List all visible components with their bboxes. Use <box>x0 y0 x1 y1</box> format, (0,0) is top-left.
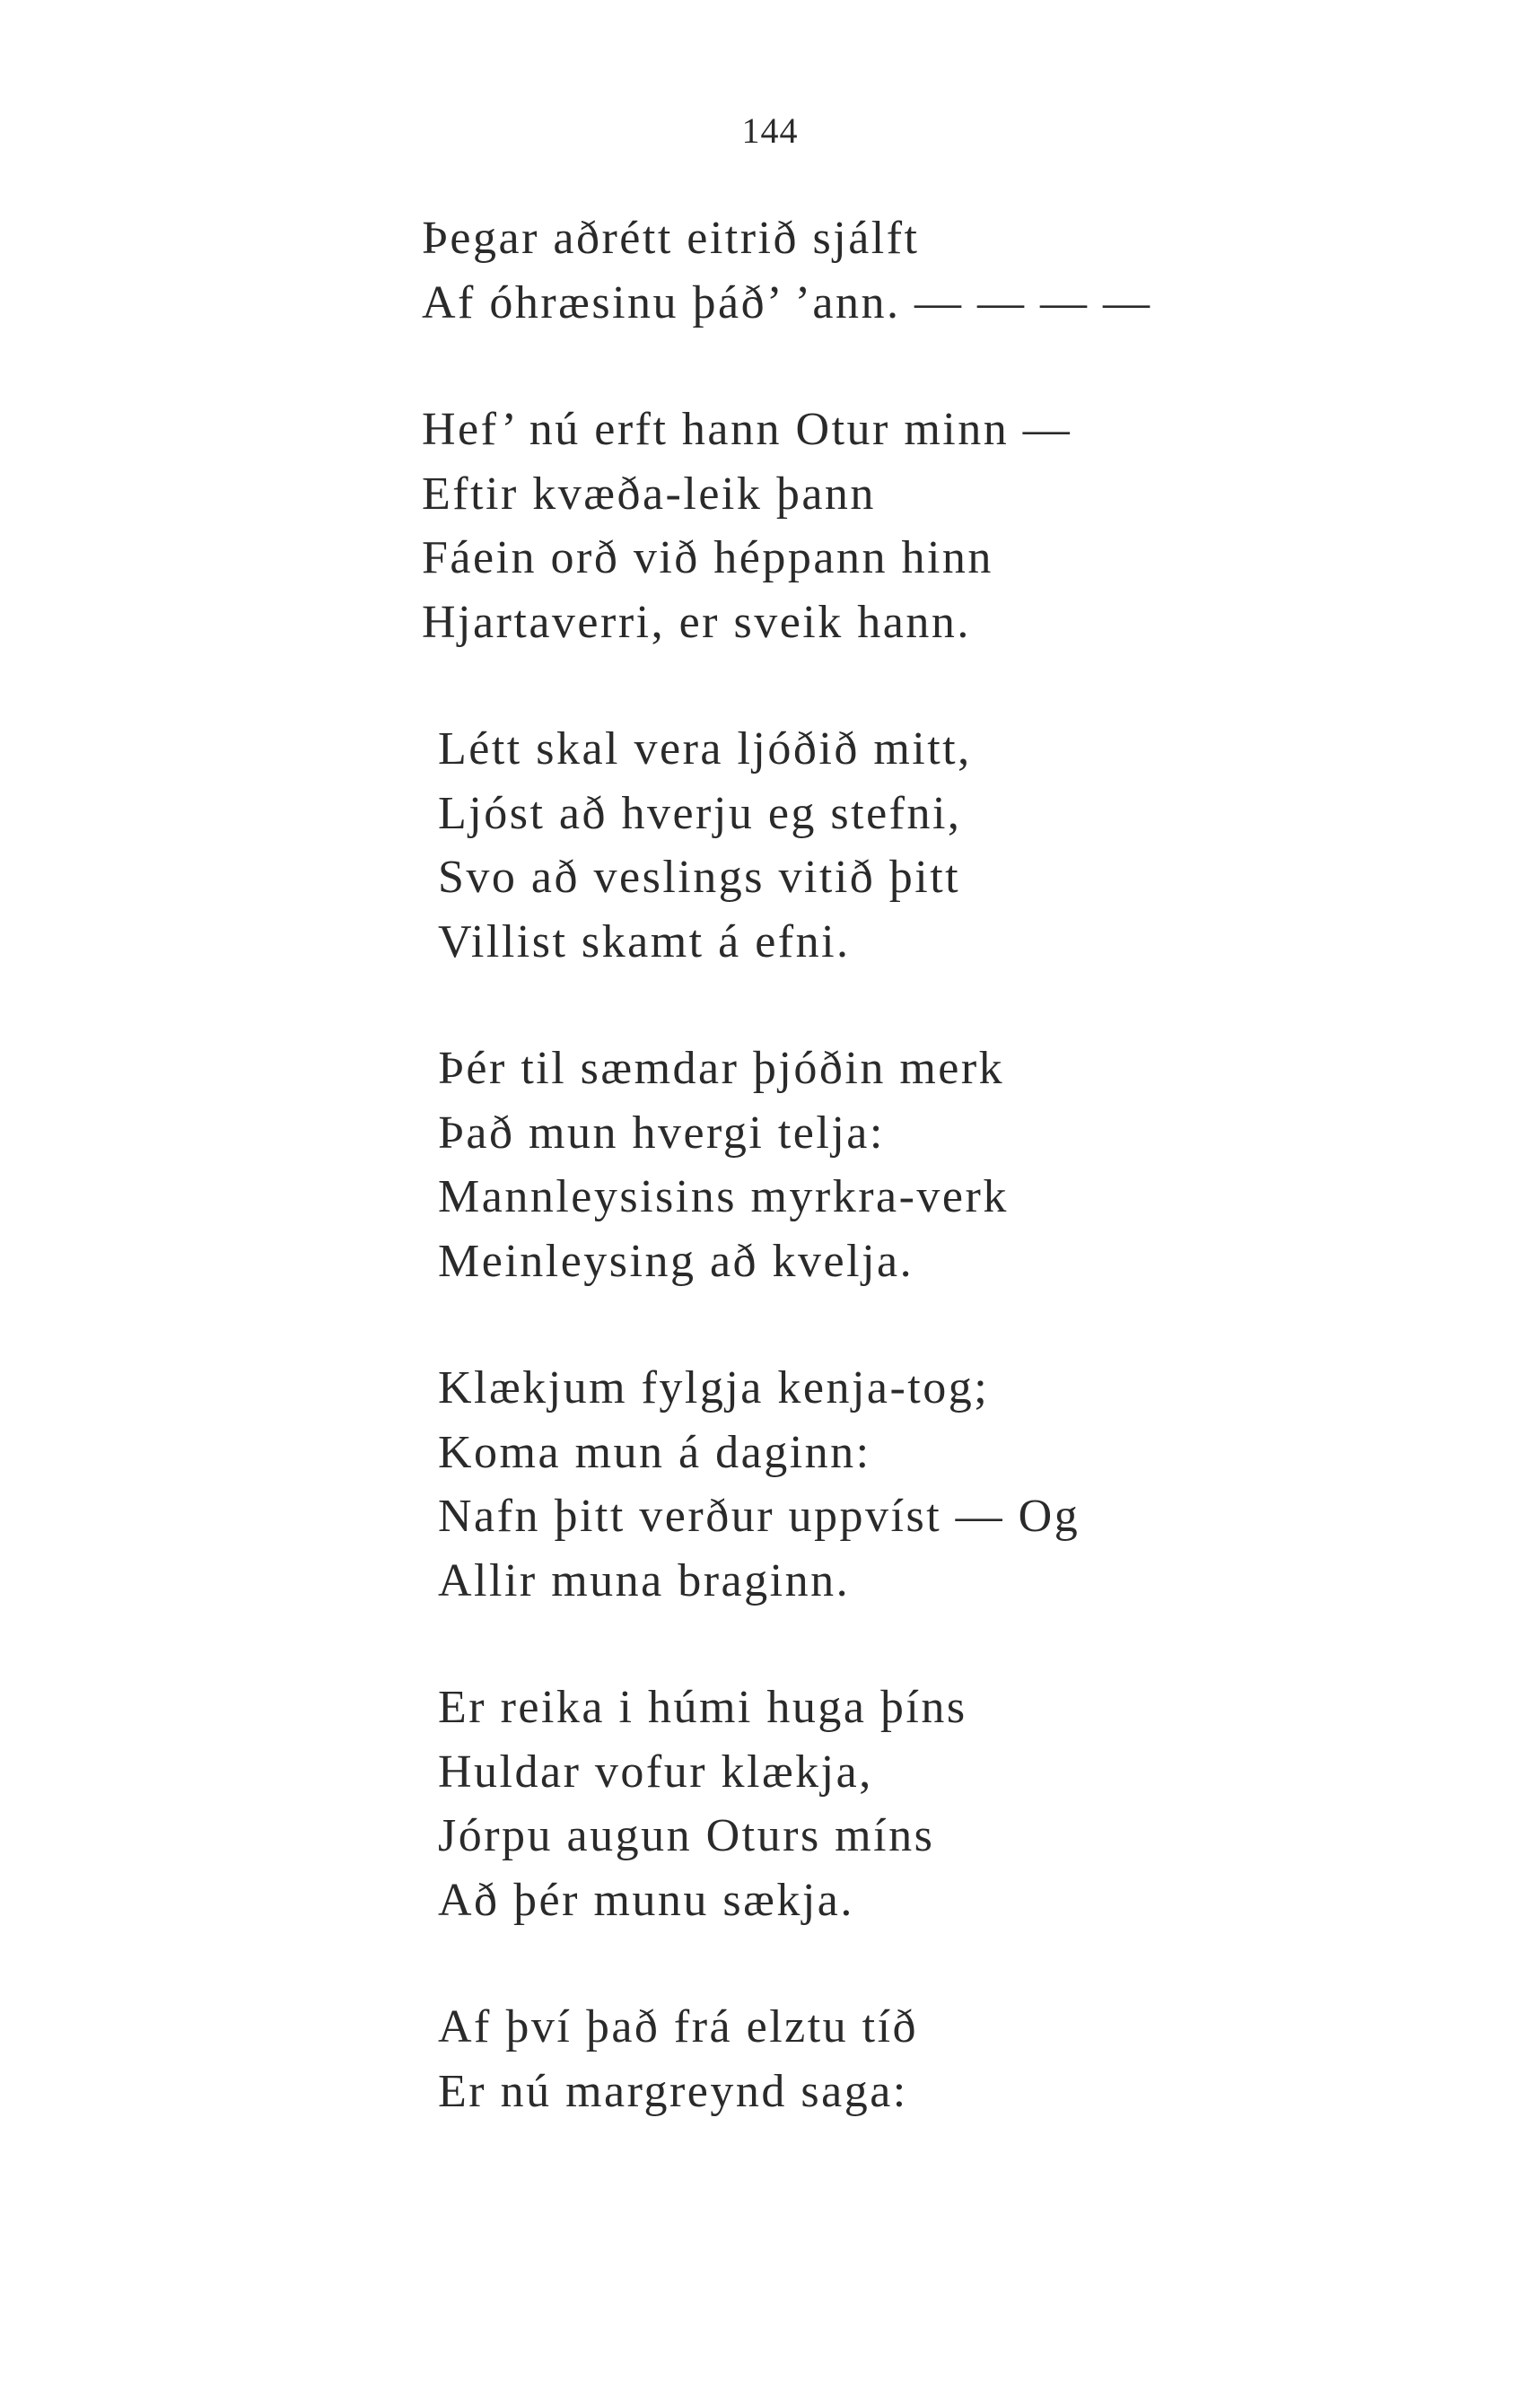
poem-line: Nafn þitt verður uppvíst — Og <box>438 1491 1081 1542</box>
poem-line: Létt skal vera ljóðið mitt, <box>438 723 972 775</box>
stanza-5 <box>422 1356 1409 1613</box>
poem-line: Svo að veslings vitið þitt <box>438 852 961 903</box>
poem-line: Er nú margreynd saga: <box>438 2065 908 2117</box>
poem-line: Að þér munu sækja. <box>438 1874 854 1926</box>
poem-line: Af því það frá elztu tíð <box>438 2001 919 2052</box>
poem-line: Þegar aðrétt eitrið sjálft <box>422 213 920 264</box>
stanza-6 <box>422 1676 1409 1932</box>
poem-line: Mannleysisins myrkra-verk <box>438 1171 1009 1222</box>
poem-line: Af óhræsinu þáð’ ’ann. — — — — <box>422 276 1152 328</box>
stanza-4 <box>422 1037 1409 1293</box>
poem-body <box>422 206 1409 2123</box>
poem-line: Allir muna braginn. <box>438 1554 851 1606</box>
stanza-2 <box>422 398 1409 654</box>
page-number: 144 <box>741 110 799 151</box>
poem-line: Meinleysing að kvelja. <box>438 1235 914 1287</box>
poem-line: Eftir kvæða-leik þann <box>422 468 876 520</box>
stanza-1 <box>422 206 1409 335</box>
stanza-3 <box>422 717 1409 974</box>
poem-line: Ljóst að hverju eg stefni, <box>438 787 962 839</box>
poem-line: Hjartaverri, er sveik hann. <box>422 596 971 648</box>
poem-line: Er reika i húmi huga þíns <box>438 1682 967 1733</box>
poem-line: Þér til sæmdar þjóðin merk <box>438 1043 1005 1094</box>
poem-line: Það mun hvergi telja: <box>438 1107 885 1159</box>
poem-line: Villist skamt á efni. <box>438 915 851 967</box>
stanza-7 <box>422 1995 1409 2123</box>
poem-line: Jórpu augun Oturs míns <box>438 1810 935 1861</box>
poem-line: Fáein orð við héppann hinn <box>422 532 993 583</box>
poem-line: Klækjum fylgja kenja-tog; <box>438 1362 990 1413</box>
poem-line: Koma mun á daginn: <box>438 1426 871 1478</box>
poem-line: Hef’ nú erft hann Otur minn — <box>422 404 1072 455</box>
poem-line: Huldar vofur klækja, <box>438 1746 873 1798</box>
